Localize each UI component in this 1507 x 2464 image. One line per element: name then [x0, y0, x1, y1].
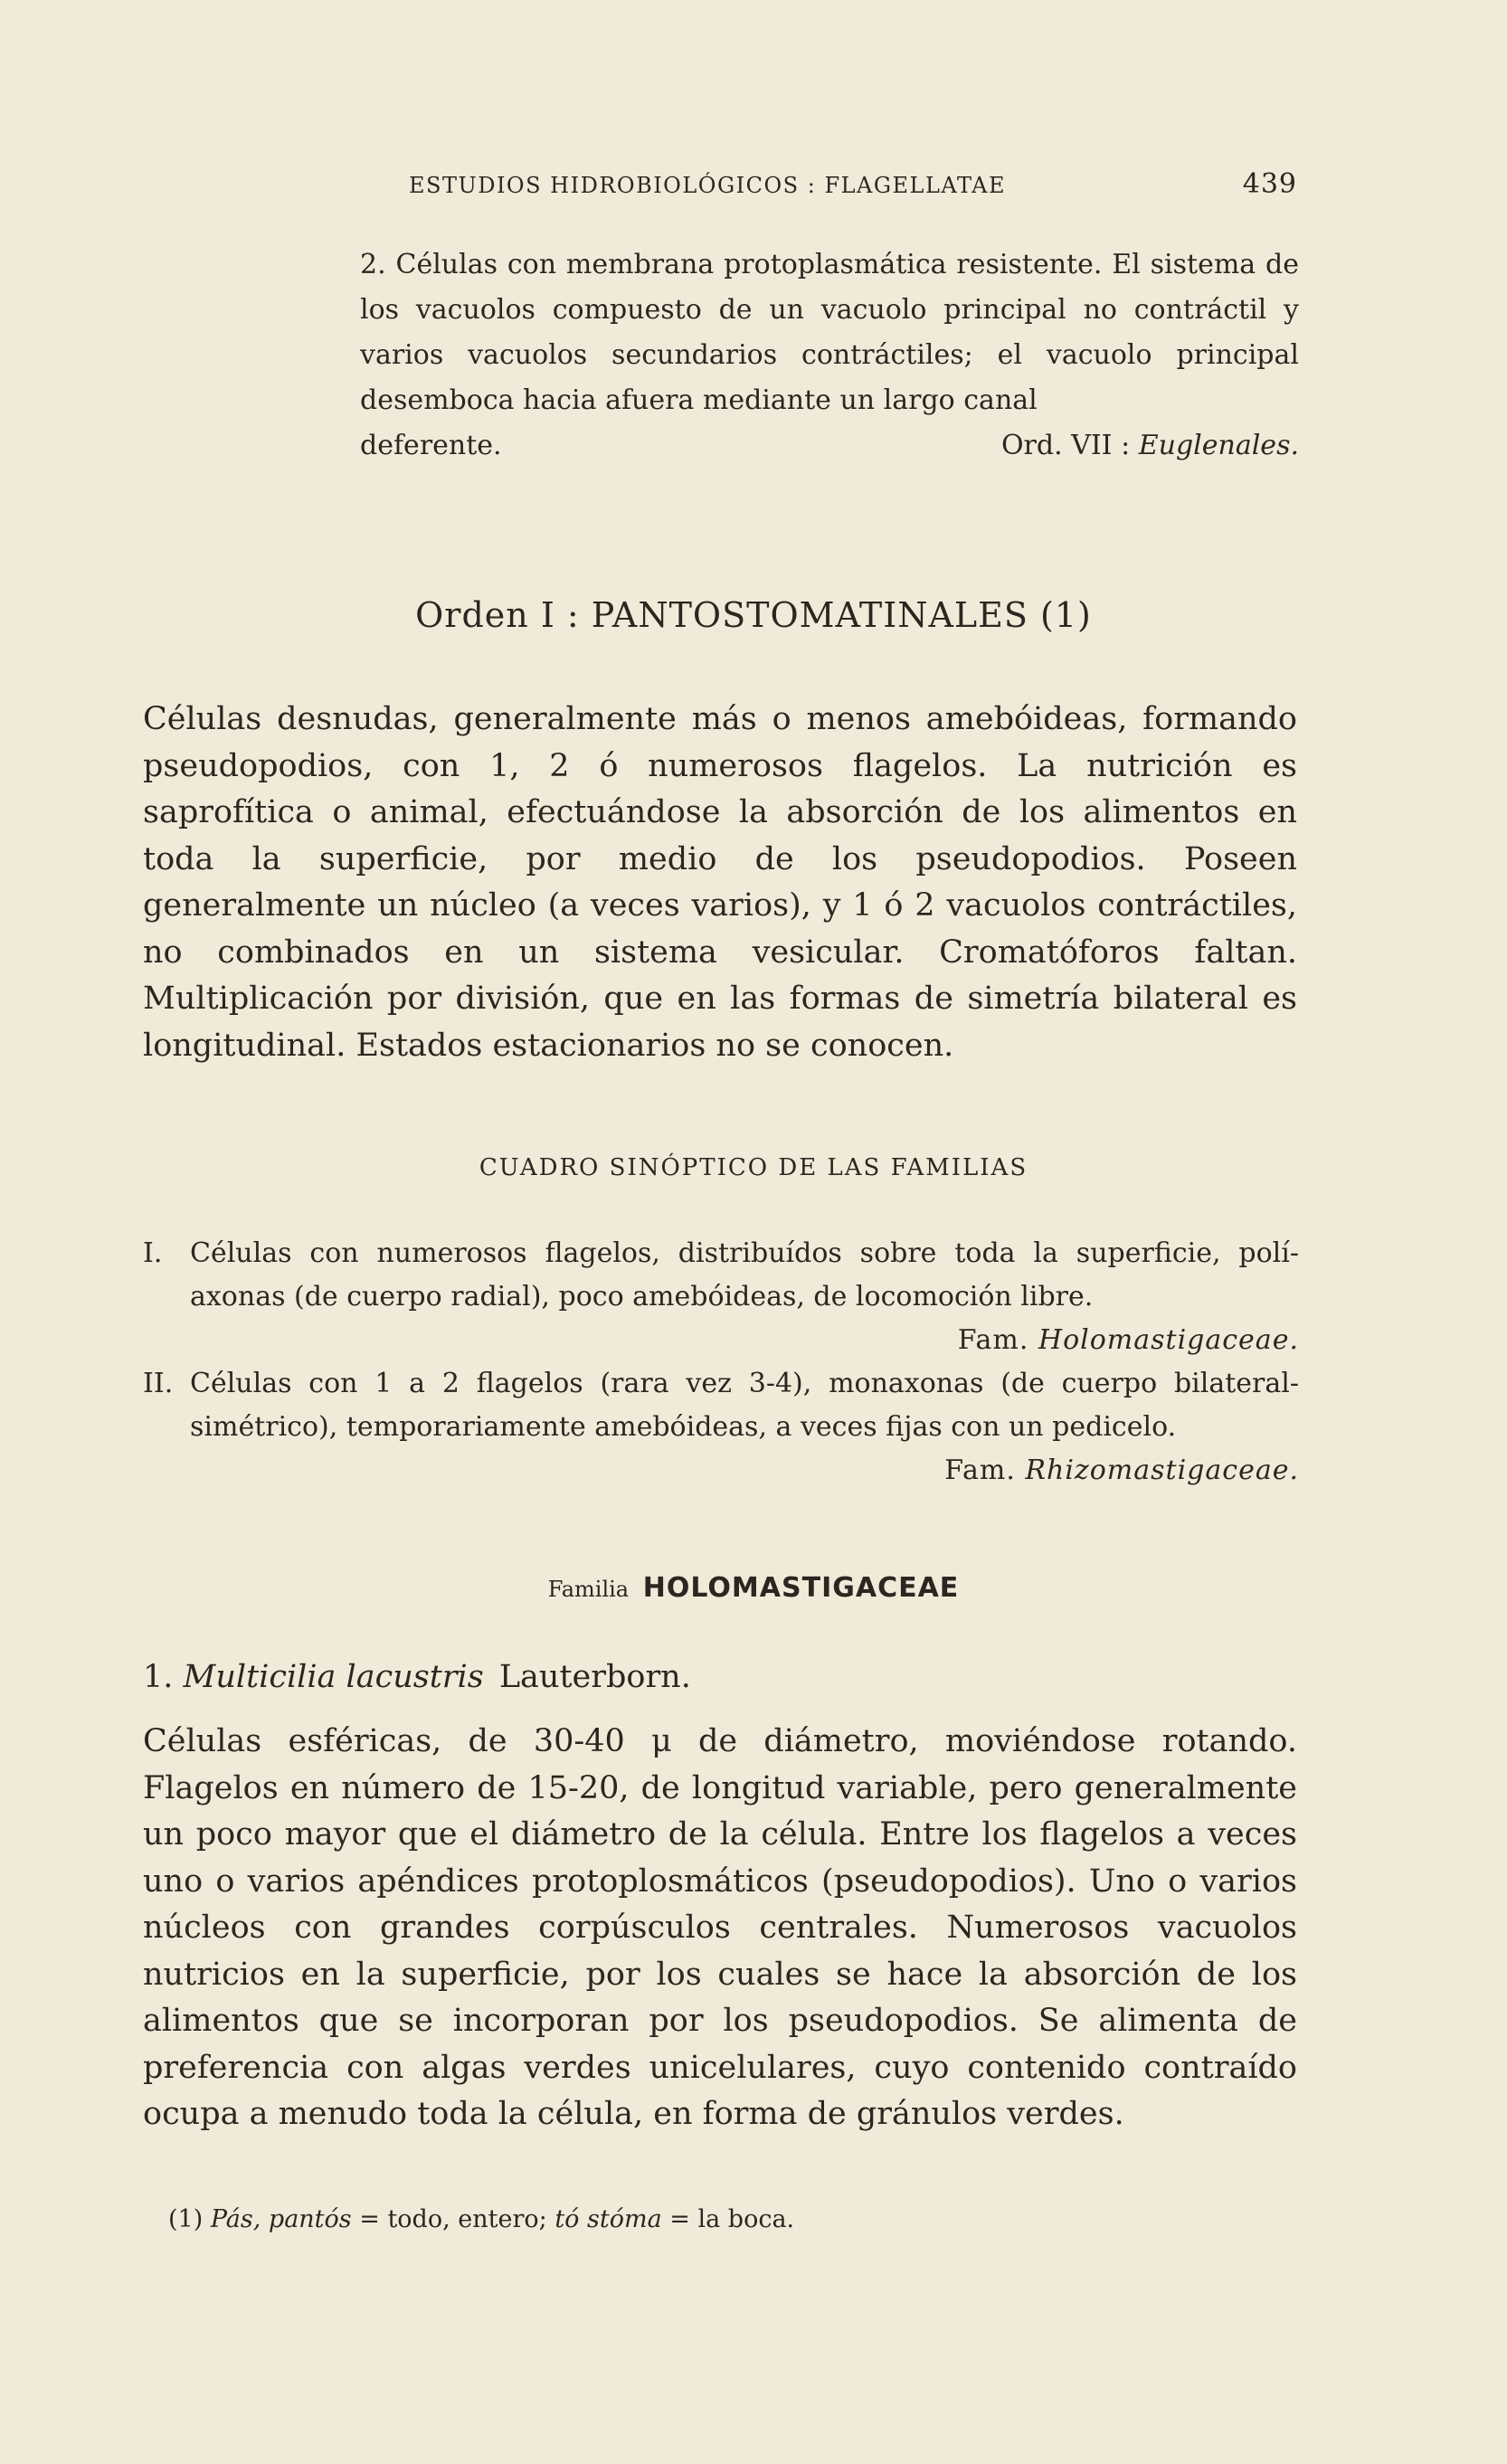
cuadro-entry-text: Células con numerosos flagelos, distribuídos sobre toda la superficie, polí-axonas (de cuerpo radial), poco amebóideas, de locomoción libre.: [190, 1237, 1299, 1313]
order-description: [143, 697, 1297, 1069]
key-item-order: [1001, 423, 1299, 469]
order-label: Ord. VII :: [1000, 430, 1131, 461]
order-description-text: Células desnudas, generalmente más o menos amebóideas, formando pseudopodios, con 1, 2 ó numerosos flagelos. La nutrición es saprofítica o animal, efectuándose la absorción de los alimentos en toda la superficie, por medio de los pseudopodios. Poseen generalmente un núcleo (a veces varios), y 1 ó 2 vacuolos contráctiles, no combinados en un sistema vesicular. Cromatóforos faltan. Multiplicación por división, que en las formas de simetría bilateral es longitudinal. Estados estacionarios no se conocen.: [143, 701, 1297, 1064]
cuadro-sinoptico: [143, 1232, 1299, 1493]
key-item-text: [360, 242, 1299, 423]
footnote-term-2: tó stóma: [554, 2205, 662, 2233]
family-name: HOLOMASTIGACEAE: [642, 1572, 960, 1604]
fam-label: Fam.: [957, 1324, 1029, 1356]
key-item-body: Células con membrana protoplasmática resistente. El sistema de los vacuolos compuesto de un vacuolo principal no contráctil y varios vacuolos secundarios contráctiles; el vacuolo principal desemboca hacia afuera mediante un largo canal: [360, 249, 1299, 416]
cuadro-entry-1: [143, 1232, 1299, 1362]
footnote-gloss-2: = la boca.: [669, 2205, 795, 2233]
key-item-2: [360, 242, 1299, 469]
order-name: Euglenales.: [1138, 430, 1299, 461]
footnote-marker: (1): [168, 2205, 204, 2233]
family-label: Familia: [547, 1577, 630, 1602]
species-description-text: Células esféricas, de 30-40 μ de diámetro, moviéndose rotando. Flagelos en número de 15-20, de longitud variable, pero generalmente un poco mayor que el diámetro de la célula. Entre los flagelos a veces uno o varios apéndices protoplosmáticos (pseudopodios). Uno o varios núcleos con grandes corpúsculos centrales. Numerosos vacuolos nutricios en la superficie, por los cuales se hace la absorción de los alimentos que se incorporan por los pseudopodios. Se alimenta de preferencia con algas verdes unicelulares, cuyo contenido contraído ocupa a menudo toda la célula, en forma de gránulos verdes.: [143, 1723, 1297, 2132]
running-head: [409, 168, 1297, 200]
species-name: Multicilia lacustris: [183, 1659, 484, 1695]
fam-label: Fam.: [944, 1455, 1016, 1486]
cuadro-entry-number: II.: [143, 1368, 174, 1399]
key-item-end-line: [360, 423, 1299, 469]
cuadro-entry-family: [190, 1449, 1299, 1493]
key-item-last-word: deferente.: [360, 430, 502, 461]
cuadro-entry-text: Células con 1 a 2 flagelos (rara vez 3-4), monaxonas (de cuerpo bilateral-simétrico), temporariamente amebóideas, a veces fijas con un pedicelo.: [190, 1368, 1299, 1443]
fam-name: Holomastigaceae.: [1038, 1324, 1299, 1356]
order-heading: Orden I : PANTOSTOMATINALES (1): [415, 595, 1092, 635]
footnote-gloss-1: = todo, entero;: [359, 2205, 547, 2233]
footnote-term-1: Pás, pantós: [210, 2205, 352, 2233]
page-number: 439: [1242, 168, 1297, 200]
running-head-title: ESTUDIOS HIDROBIOLÓGICOS : FLAGELLATAE: [409, 173, 1006, 198]
species-description: [143, 1719, 1297, 2138]
cuadro-entry-family: [190, 1319, 1299, 1362]
species-author: Lauterborn.: [498, 1659, 691, 1695]
footnote: [168, 2205, 794, 2233]
cuadro-entry-number: I.: [143, 1237, 163, 1269]
cuadro-entry-2: [143, 1362, 1299, 1493]
family-heading: [0, 1572, 1507, 1604]
species-heading: [143, 1659, 691, 1695]
cuadro-heading: CUADRO SINÓPTICO DE LAS FAMILIAS: [479, 1154, 1028, 1181]
fam-name: Rhizomastigaceae.: [1025, 1455, 1299, 1486]
key-item-number: 2.: [360, 249, 386, 280]
species-number: 1.: [143, 1659, 174, 1695]
